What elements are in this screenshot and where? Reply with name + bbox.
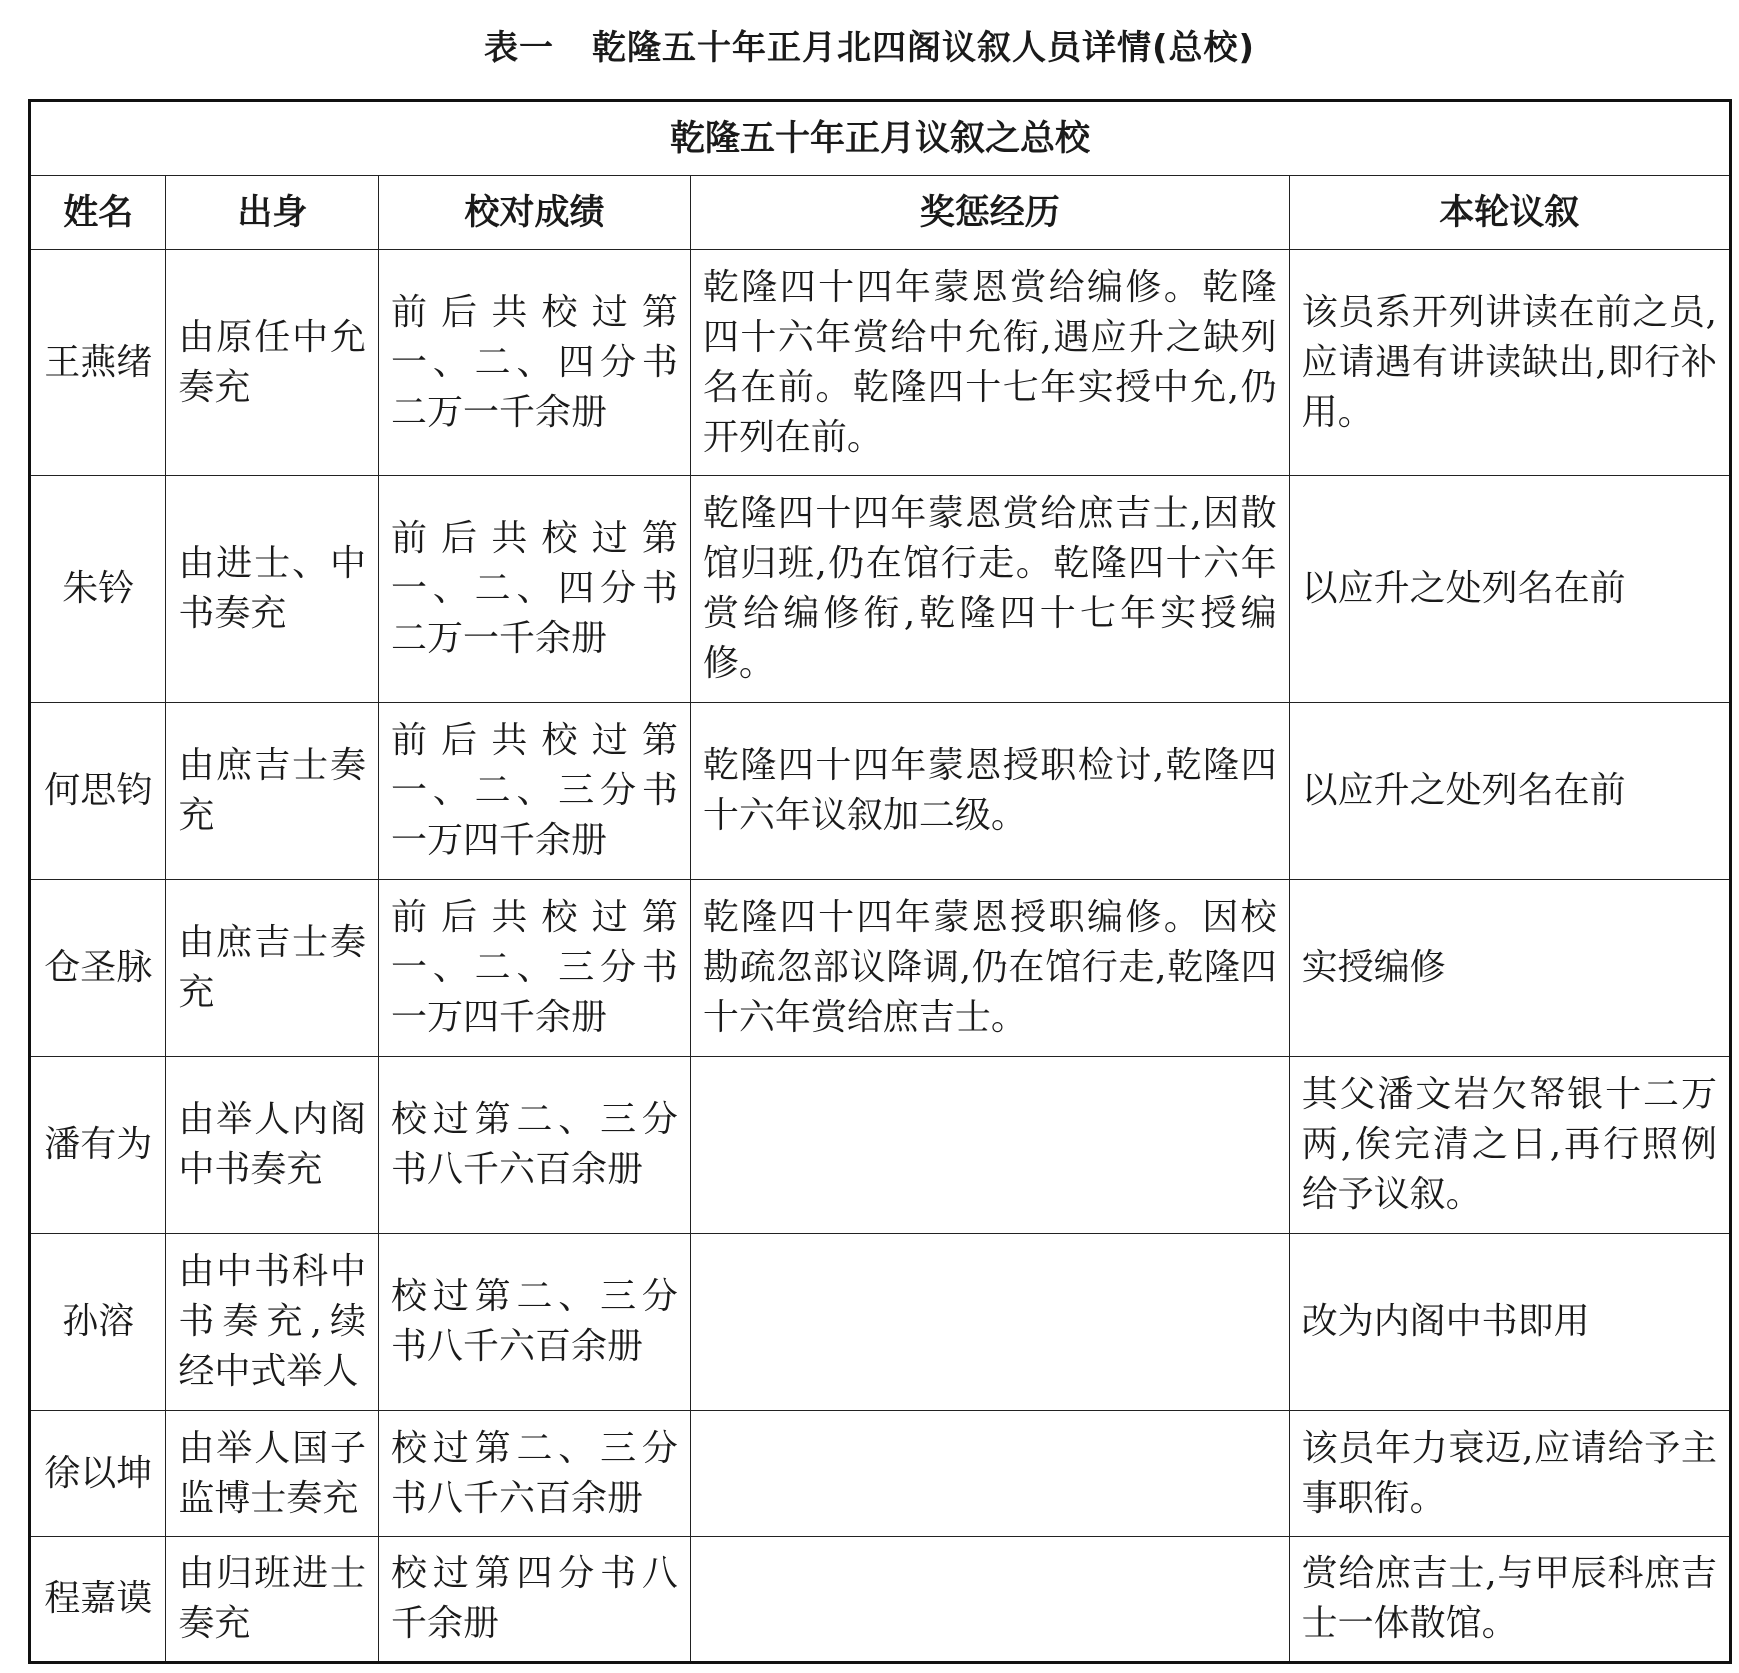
table-row: [30, 1057, 1731, 1234]
reward-history: [690, 1537, 1289, 1663]
award-decision: 以应升之处列名在前: [1289, 476, 1730, 703]
reward-history: 乾隆四十四年蒙恩授职编修。因校勘疏忽部议降调,仍在馆行走,乾隆四十六年赏给庶吉士。: [690, 880, 1289, 1057]
person-name: 何思钧: [30, 703, 166, 880]
collation-record: 前后共校过第一、二、三分书一万四千余册: [379, 703, 691, 880]
person-origin: 由原任中允奏充: [166, 250, 379, 476]
person-origin: 由举人内阁中书奏充: [166, 1057, 379, 1234]
person-name: 孙溶: [30, 1234, 166, 1411]
header-award: 本轮议叙: [1289, 176, 1730, 250]
table-caption: [0, 18, 1739, 78]
award-decision: 该员系开列讲读在前之员,应请遇有讲读缺出,即行补用。: [1289, 250, 1730, 476]
person-name: 潘有为: [30, 1057, 166, 1234]
table-row: [30, 1234, 1731, 1411]
collation-record: 校过第四分书八千余册: [379, 1537, 691, 1663]
reward-history: 乾隆四十四年蒙恩赏给庶吉士,因散馆归班,仍在馆行走。乾隆四十六年赏给编修衔,乾隆四十七年实授编修。: [690, 476, 1289, 703]
reward-history: [690, 1057, 1289, 1234]
table-row: [30, 476, 1731, 703]
person-name: 程嘉谟: [30, 1537, 166, 1663]
header-origin: 出身: [166, 176, 379, 250]
person-name: 王燕绪: [30, 250, 166, 476]
table-row: [30, 1411, 1731, 1537]
collation-record: 校过第二、三分书八千六百余册: [379, 1057, 691, 1234]
person-origin: 由归班进士奏充: [166, 1537, 379, 1663]
award-decision: 赏给庶吉士,与甲辰科庶吉士一体散馆。: [1289, 1537, 1730, 1663]
table-header-row: [30, 176, 1731, 250]
person-origin: 由中书科中书奏充,续经中式举人: [166, 1234, 379, 1411]
table-body: [30, 250, 1731, 1663]
award-decision: 以应升之处列名在前: [1289, 703, 1730, 880]
person-origin: 由进士、中书奏充: [166, 476, 379, 703]
person-origin: 由举人国子监博士奏充: [166, 1411, 379, 1537]
award-decision: 其父潘文岩欠帑银十二万两,俟完清之日,再行照例给予议叙。: [1289, 1057, 1730, 1234]
person-name: 仓圣脉: [30, 880, 166, 1057]
table-row: [30, 880, 1731, 1057]
table-number: 表一: [483, 28, 554, 68]
award-table: [28, 99, 1732, 1664]
collation-record: 校过第二、三分书八千六百余册: [379, 1234, 691, 1411]
table-super-header-row: [30, 101, 1731, 176]
award-decision: 改为内阁中书即用: [1289, 1234, 1730, 1411]
table-title: 乾隆五十年正月北四阁议叙人员详情(总校): [591, 28, 1256, 68]
header-history: 奖惩经历: [690, 176, 1289, 250]
table-super-header: 乾隆五十年正月议叙之总校: [30, 101, 1731, 176]
reward-history: 乾隆四十四年蒙恩赏给编修。乾隆四十六年赏给中允衔,遇应升之缺列名在前。乾隆四十七年实授中允,仍开列在前。: [690, 250, 1289, 476]
reward-history: [690, 1411, 1289, 1537]
person-origin: 由庶吉士奏充: [166, 703, 379, 880]
collation-record: 前后共校过第一、二、四分书二万一千余册: [379, 476, 691, 703]
collation-record: 前后共校过第一、二、三分书一万四千余册: [379, 880, 691, 1057]
reward-history: [690, 1234, 1289, 1411]
table-row: [30, 1537, 1731, 1663]
table-row: [30, 250, 1731, 476]
header-name: 姓名: [30, 176, 166, 250]
person-name: 朱钤: [30, 476, 166, 703]
collation-record: 校过第二、三分书八千六百余册: [379, 1411, 691, 1537]
table-row: [30, 703, 1731, 880]
person-name: 徐以坤: [30, 1411, 166, 1537]
reward-history: 乾隆四十四年蒙恩授职检讨,乾隆四十六年议叙加二级。: [690, 703, 1289, 880]
award-decision: 该员年力衰迈,应请给予主事职衔。: [1289, 1411, 1730, 1537]
header-record: 校对成绩: [379, 176, 691, 250]
person-origin: 由庶吉士奏充: [166, 880, 379, 1057]
collation-record: 前后共校过第一、二、四分书二万一千余册: [379, 250, 691, 476]
award-decision: 实授编修: [1289, 880, 1730, 1057]
